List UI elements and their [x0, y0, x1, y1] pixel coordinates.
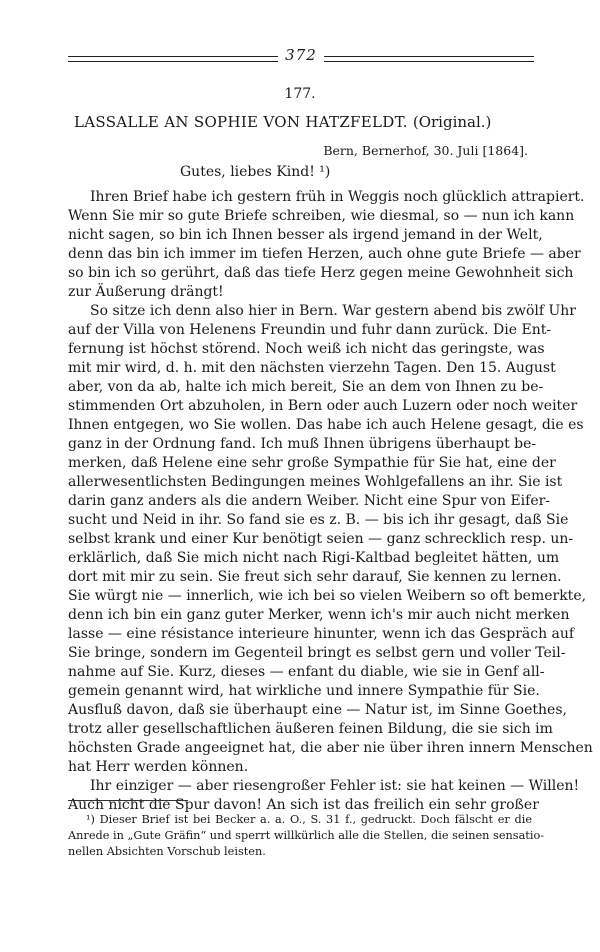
text-line: Auch nicht die Spur davon! An sich ist das freilich ein sehr großer	[68, 797, 539, 813]
text-line: fernung ist höchst störend. Noch weiß ich nicht das geringste, was	[68, 341, 545, 357]
text-line: ganz in der Ordnung fand. Ich muß Ihnen übrigens überhaupt be-	[68, 436, 537, 452]
text-line: stimmenden Ort abzuholen, in Bern oder auch Luzern oder noch weiter	[68, 398, 578, 414]
footnote	[68, 812, 545, 860]
text-line: Sie bringe, sondern im Gegenteil bringt es selbst gern und voller Teil-	[68, 645, 566, 661]
letter-title-main: LASSALLE AN SOPHIE VON HATZFELDT.	[74, 113, 408, 131]
text-line: mit mir wird, d. h. mit den nächsten vierzehn Tagen. Den 15. August	[68, 360, 556, 376]
text-line: darin ganz anders als die andern Weiber. Nicht eine Spur von Eifer-	[68, 493, 551, 509]
text-line: denn ich bin ein ganz guter Merker, wenn ich's mir auch nicht merken	[68, 607, 570, 623]
paragraph	[68, 302, 593, 777]
text-line: nicht sagen, so bin ich Ihnen besser als irgend jemand in der Welt,	[68, 227, 543, 243]
letter-title	[74, 113, 544, 131]
text-line: aber, von da ab, halte ich mich bereit, Sie an dem von Ihnen zu be-	[68, 379, 544, 395]
text-line: zur Äußerung drängt!	[68, 284, 224, 300]
letter-number: 177.	[284, 86, 316, 102]
letter-title-note: (Original.)	[412, 113, 492, 131]
salutation: Gutes, liebes Kind! ¹)	[180, 164, 331, 180]
text-line: lasse — eine résistance interieure hinunter, wenn ich das Gespräch auf	[68, 626, 575, 642]
text-line: auf der Villa von Helenens Freundin und fuhr dann zurück. Die Ent-	[68, 322, 552, 338]
text-line: Ihren Brief habe ich gestern früh in Weggis noch glücklich attrapiert.	[90, 189, 585, 205]
text-line: sucht und Neid in ihr. So fand sie es z. B. — bis ich ihr gesagt, daß Sie	[68, 512, 569, 528]
paragraph	[68, 188, 585, 302]
footnote-line: Anrede in „Gute Gräfin“ und sperrt willkürlich alle die Stellen, die seinen sensatio-	[68, 829, 545, 842]
text-line: hat Herr werden können.	[68, 759, 249, 775]
footnote-divider	[68, 800, 188, 801]
text-line: höchsten Grade angeeignet hat, die aber nie über ihren innern Menschen	[68, 740, 593, 756]
dateline: Bern, Bernerhof, 30. Juli [1864].	[323, 143, 528, 158]
paragraph	[68, 777, 580, 815]
page-number: 372	[285, 46, 317, 64]
text-line: allerwesentlichsten Bedingungen meines Wohlgefallens an ihr. Sie ist	[68, 474, 563, 490]
text-line: trotz aller gesellschaftlichen äußeren feinen Bildung, die sie sich im	[68, 721, 553, 737]
footnote-line: nellen Absichten Vorschub leisten.	[68, 845, 266, 858]
text-line: merken, daß Helene eine sehr große Sympathie für Sie hat, eine der	[68, 455, 556, 471]
text-line: Ihnen entgegen, wo Sie wollen. Das habe ich auch Helene gesagt, die es	[68, 417, 584, 433]
text-line: Sie würgt nie — innerlich, wie ich bei so vielen Weibern so oft bemerkte,	[68, 588, 587, 604]
header-rule-right	[324, 56, 534, 62]
text-line: Wenn Sie mir so gute Briefe schreiben, wie diesmal, so — nun ich kann	[68, 208, 575, 224]
text-line: Ihr einziger — aber riesengroßer Fehler ist: sie hat keinen — Willen!	[90, 778, 580, 794]
text-line: So sitze ich denn also hier in Bern. War gestern abend bis zwölf Uhr	[90, 303, 576, 319]
text-line: so bin ich so gerührt, daß das tiefe Herz gegen meine Gewohnheit sich	[68, 265, 574, 281]
text-line: erklärlich, daß Sie mich nicht nach Rigi-Kaltbad begleitet hätten, um	[68, 550, 560, 566]
text-line: gemein genannt wird, hat wirkliche und innere Sympathie für Sie.	[68, 683, 540, 699]
text-line: Ausfluß davon, daß sie überhaupt eine — Natur ist, im Sinne Goethes,	[68, 702, 567, 718]
text-line: nahme auf Sie. Kurz, dieses — enfant du diable, wie sie in Genf all-	[68, 664, 545, 680]
text-line: denn das bin ich immer im tiefen Herzen, auch ohne gute Briefe — aber	[68, 246, 581, 262]
footnote-line: ¹) Dieser Brief ist bei Becker a. a. O., S. 31 f., gedruckt. Doch fälscht er die	[86, 813, 532, 826]
text-line: dort mit mir zu sein. Sie freut sich sehr darauf, Sie kennen zu lernen.	[68, 569, 562, 585]
text-line: selbst krank und einer Kur benötigt seien — ganz schrecklich resp. un-	[68, 531, 574, 547]
page-header	[68, 46, 534, 70]
letter-body	[68, 188, 593, 815]
